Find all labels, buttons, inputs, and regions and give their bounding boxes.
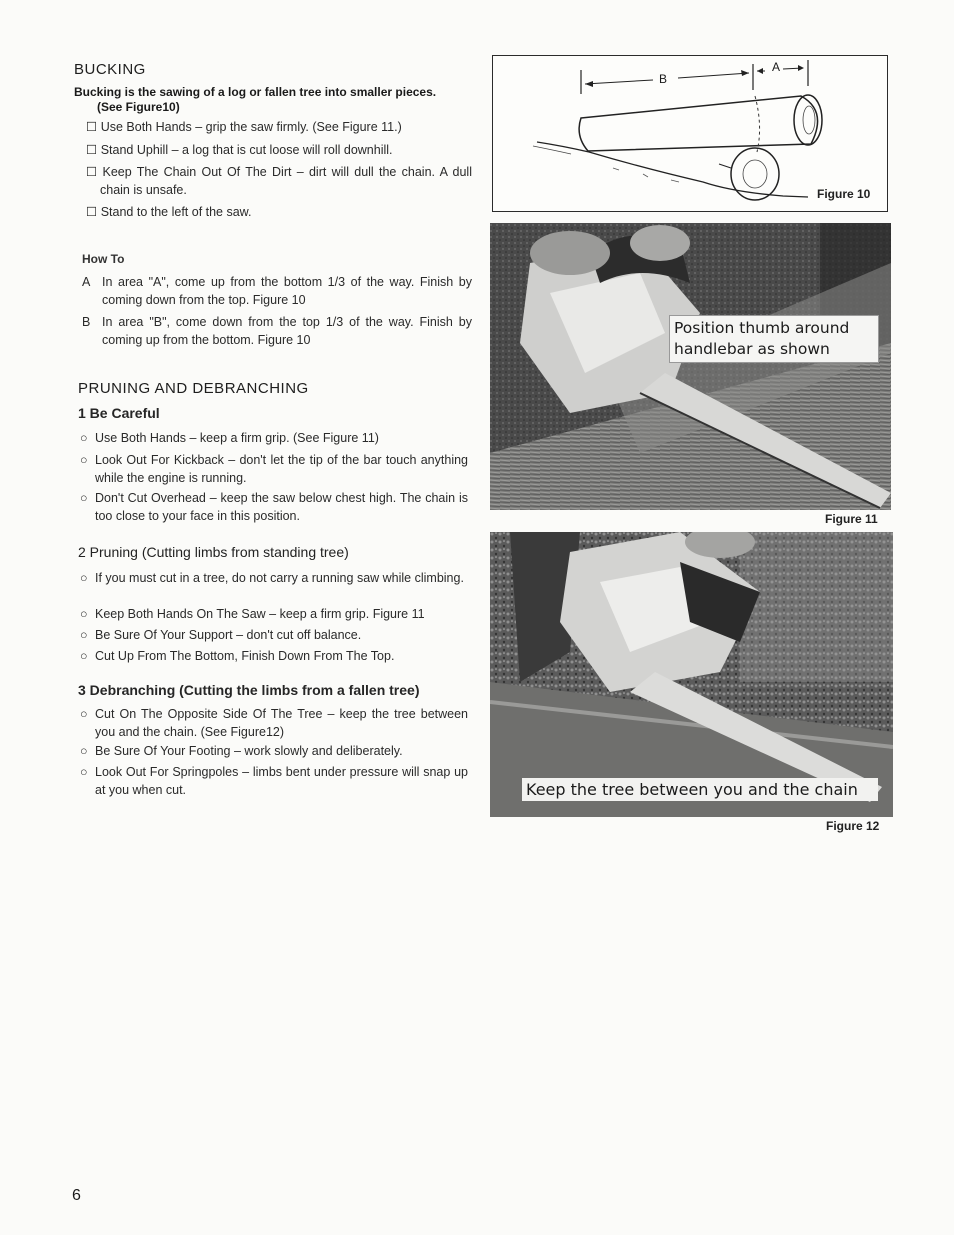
pruning-standing-heading: 2 Pruning (Cutting limbs from standing tree) [78,544,349,560]
list-item [86,141,472,159]
item-text: Look Out For Kickback – don't let the tip of the bar touch anything while the engine is running. [95,453,468,485]
step-text: In area "A", come up from the bottom 1/3 of the way. Finish by coming down from the top. Figure 10 [102,275,472,307]
howto-heading: How To [82,252,125,266]
list-item [80,705,468,741]
bucking-intro [74,85,474,115]
checkbox-icon: ☐ [86,165,98,179]
howto-step-b [82,313,472,349]
list-item [86,118,472,136]
list-item [80,647,470,665]
figure-11-photo [490,223,891,510]
list-item [80,763,468,799]
bucking-item-text: Stand Uphill – a log that is cut loose will roll downhill. [100,143,393,157]
figure-10-frame [492,55,888,212]
callout-line2: handlebar as shown [674,340,830,358]
chainsaw-debranching-photo [490,532,893,817]
bucking-item-text: Use Both Hands – grip the saw firmly. (See Figure 11.) [100,120,402,134]
checkbox-icon: ☐ [86,205,98,219]
circle-bullet-icon: ○ [80,707,88,721]
item-text: If you must cut in a tree, do not carry a running saw while climbing. [95,571,464,585]
figure-12-photo [490,532,893,817]
figure-10-caption: Figure 10 [817,187,871,201]
bucking-heading: BUCKING [74,61,146,78]
item-text: Be Sure Of Your Footing – work slowly and deliberately. [95,744,403,758]
bucking-intro-line2: (See Figure10) [97,100,180,114]
list-item [80,489,468,525]
item-text: Don't Cut Overhead – keep the saw below chest high. The chain is too close to your face in this position. [95,491,468,523]
circle-bullet-icon: ○ [80,431,88,445]
dimension-label-a: A [772,60,781,74]
circle-bullet-icon: ○ [80,765,88,779]
item-text: Cut Up From The Bottom, Finish Down From The Top. [95,649,395,663]
item-text: Use Both Hands – keep a firm grip. (See Figure 11) [95,431,379,445]
list-item [80,429,468,447]
bucking-intro-line1: Bucking is the sawing of a log or fallen tree into smaller pieces. [74,85,437,99]
step-letter: B [82,315,91,329]
step-text: In area "B", come down from the top 1/3 of the way. Finish by coming up from the bottom. Figure 10 [102,315,472,347]
be-careful-heading: 1 Be Careful [78,405,160,421]
circle-bullet-icon: ○ [80,628,88,642]
bucking-item-text: Stand to the left of the saw. [100,205,252,219]
step-letter: A [82,275,91,289]
list-item [80,626,470,644]
item-text: Look Out For Springpoles – limbs bent under pressure will snap up at you when cut. [95,765,468,797]
circle-bullet-icon: ○ [80,607,88,621]
chainsaw-bucking-photo [490,223,891,510]
list-item [80,605,480,623]
circle-bullet-icon: ○ [80,453,88,467]
figure-12-caption: Figure 12 [826,819,880,833]
circle-bullet-icon: ○ [80,491,88,505]
circle-bullet-icon: ○ [80,744,88,758]
item-text: Cut On The Opposite Side Of The Tree – keep the tree between you and the chain. (See Figure12) [95,707,468,739]
figure-11-caption: Figure 11 [825,512,878,526]
bucking-item-text: Keep The Chain Out Of The Dirt – dirt will dull the chain. A dull chain is unsafe. [100,165,472,197]
debranching-heading: 3 Debranching (Cutting the limbs from a fallen tree) [78,682,420,698]
figure-11-callout [669,315,879,363]
list-item [86,163,472,199]
page-number: 6 [72,1187,81,1204]
list-item [80,742,468,760]
dimension-label-b: B [659,72,668,86]
callout-line1: Position thumb around [674,319,850,337]
list-item [80,569,470,587]
figure-12-callout: Keep the tree between you and the chain [522,778,878,801]
item-text: Be Sure Of Your Support – don't cut off balance. [95,628,362,642]
checkbox-icon: ☐ [86,120,98,134]
list-item [80,451,468,487]
circle-bullet-icon: ○ [80,649,88,663]
howto-step-a [82,273,472,309]
circle-bullet-icon: ○ [80,571,88,585]
list-item [86,203,472,221]
checkbox-icon: ☐ [86,143,98,157]
pruning-heading: PRUNING AND DEBRANCHING [78,380,309,397]
item-text: Keep Both Hands On The Saw – keep a firm grip. Figure 11 [95,607,425,621]
